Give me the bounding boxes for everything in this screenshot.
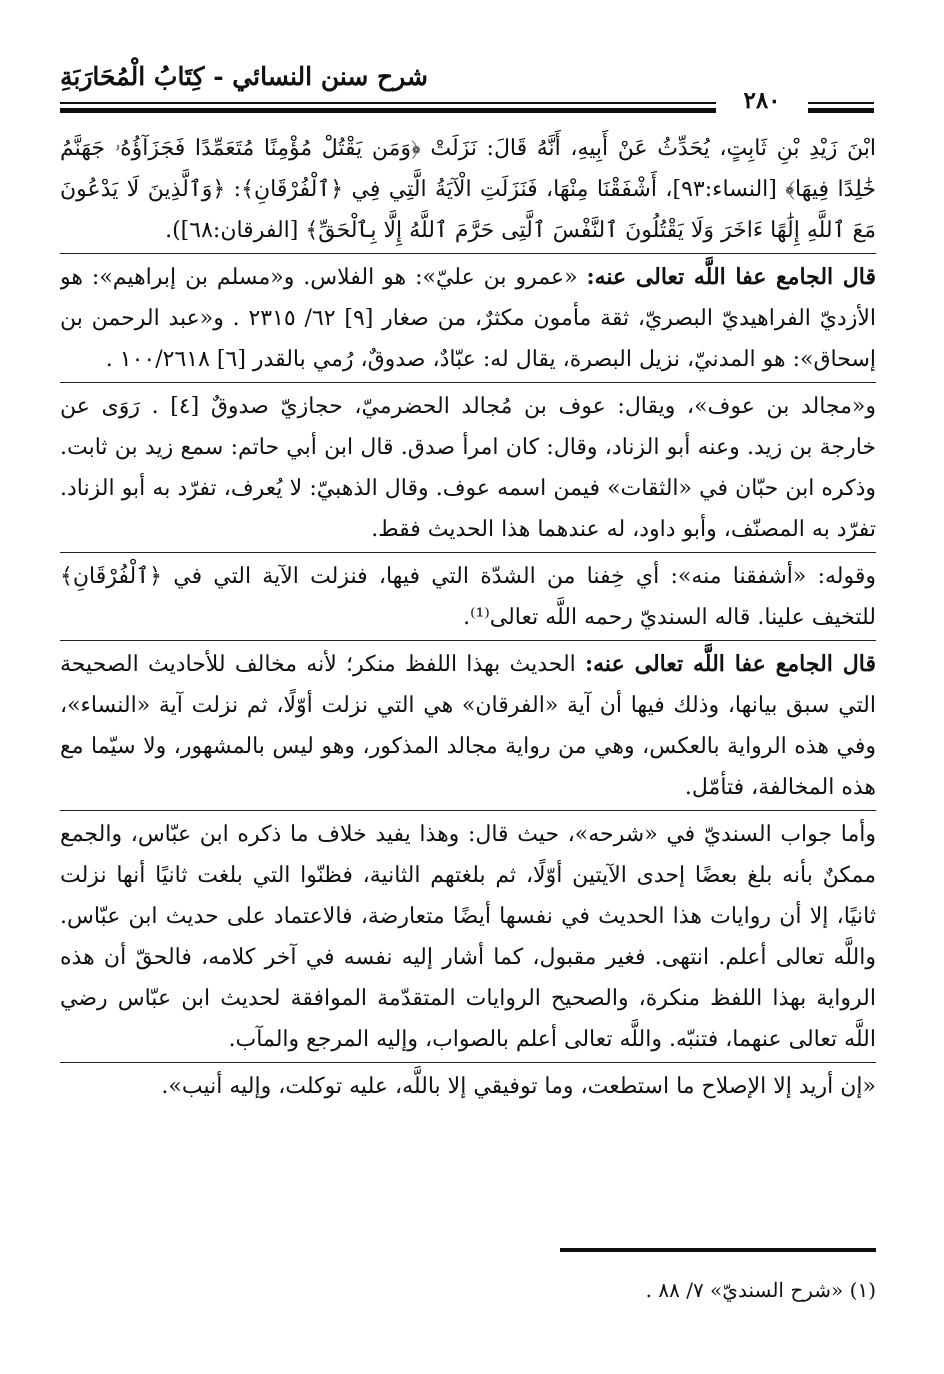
footnote: (١) «شرح السنديّ» ٧/ ٨٨ . — [645, 1278, 876, 1302]
paragraph-separator — [60, 810, 876, 811]
paragraph-text: الحديث بهذا اللفظ منكر؛ لأنه مخالف للأحاديث الصحيحة التي سبق بيانها، وذلك فيها أن آية «الفرقان» هي التي نزلت أوّلًا، ثم نزلت آية «النساء»، وفي هذه الرواية بالعكس، وهي من رواية مجالد المذكور، وهو ليس بالمشهور، ولا سيّما مع هذه المخالفة، فتأمّل. — [60, 652, 876, 800]
paragraph-explanation — [60, 556, 876, 638]
page-number: ٢٨٠ — [716, 88, 808, 114]
paragraph-ruling — [60, 644, 876, 808]
paragraph-text: وقوله: «أشفقنا منه»: أي خِفنا من الشدّة التي فيها، فنزلت الآية التي في ﴿ٱلْفُرْقَانِ﴾ للتخيف علينا. قاله السنديّ رحمه اللَّه تعالى⁽¹⁾. — [60, 564, 876, 630]
paragraph-lead: قال الجامع عفا اللَّه تعالى عنه: — [586, 264, 876, 290]
paragraph-mujalid — [60, 386, 876, 550]
paragraph-sindi-reply — [60, 814, 876, 1060]
paragraph-separator — [60, 640, 876, 641]
paragraph-text: «إن أريد إلا الإصلاح ما استطعت، وما توفيقي إلا باللَّه، عليه توكلت، وإليه أنيب». — [161, 1074, 876, 1099]
running-header-title: شرح سنن النسائي - كِتَابُ الْمُحَارَبَةِ — [60, 62, 428, 91]
paragraph-text: ابْنَ زَيْدِ بْنِ ثَابِتٍ، يُحَدِّثُ عَنْ أَبِيهِ، أَنَّهُ قَالَ: نَزَلَتْ ﴿وَمَن يَقْتُلْ مُؤْمِنًا مُتَعَمِّدًا فَجَزَآؤُهُۥ جَهَنَّمُ خَٰلِدًا فِيهَا﴾ [النساء:٩٣]، أَشْفَقْنَا مِنْهَا، فَنَزَلَتِ الْآيَةُ الَّتِي فِي ﴿ٱلْفُرْقَانِ﴾: ﴿وَٱلَّذِينَ لَا يَدْعُونَ مَعَ ٱللَّهِ إِلَٰهًا ءَاخَرَ وَلَا يَقْتُلُونَ ٱلنَّفْسَ ٱلَّتِى حَرَّمَ ٱللَّهُ إِلَّا بِٱلْحَقِّ﴾ [الفرقان:٦٨]). — [60, 136, 876, 243]
paragraph-text: وأما جواب السنديّ في «شرحه»، حيث قال: وهذا يفيد خلاف ما ذكره ابن عبّاس، والجمع ممكنٌ بأنه بلغ بعضًا إحدى الآيتين أوّلًا، ثم بلغتهم الثانية، فظنّوا التي بلغت ثانيًا أنها نزلت ثانيًا، إلا أن روايات هذا الحديث في نفسها أيضًا متعارضة، فالاعتماد على حديث ابن عبّاس. واللَّه تعالى أعلم. انتهى. فغير مقبول، كما أشار إليه نفسه في آخر كلامه، فالحقّ أن هذه الرواية بهذا اللفظ منكرة، والصحيح الروايات المتقدّمة الموافقة لحديث ابن عبّاس رضي اللَّه تعالى عنهما، فتنبّه. واللَّه تعالى أعلم بالصواب، وإليه المرجع والمآب. — [60, 822, 876, 1052]
paragraph-separator — [60, 552, 876, 553]
paragraph-separator — [60, 382, 876, 383]
paragraph-closing — [60, 1066, 876, 1107]
main-text — [60, 128, 876, 1208]
paragraph-narrators — [60, 257, 876, 380]
paragraph-lead: قال الجامع عفا اللَّه تعالى عنه: — [585, 651, 876, 677]
paragraph-separator — [60, 253, 876, 254]
paragraph-hadith — [60, 128, 876, 251]
footnote-rule — [560, 1248, 876, 1252]
paragraph-text: «عمرو بن عليّ»: هو الفلاس. و«مسلم بن إبراهيم»: هو الأزديّ الفراهيديّ البصريّ، ثقة مأمون مكثرٌ، من صغار [٩] ٦٢/ ٢٣١٥ . و«عبد الرحمن بن إسحاق»: هو المدنيّ، نزيل البصرة، يقال له: عبّادٌ، صدوقٌ، رُمي بالقدر [٦] ١٠٠/٢٦١٨ . — [60, 265, 876, 372]
paragraph-separator — [60, 1062, 876, 1063]
paragraph-text: و«مجالد بن عوف»، ويقال: عوف بن مُجالد الحضرميّ، حجازيّ صدوقٌ [٤] . رَوَى عن خارجة بن زيد. وعنه أبو الزناد، وقال: كان امرأ صدق. قال ابن أبي حاتم: سمع زيد بن ثابت. وذكره ابن حبّان في «الثقات» فيمن اسمه عوف. وقال الذهبيّ: لا يُعرف، تفرّد به أبو الزناد. تفرّد به المصنّف، وأبو داود، له عندهما هذا الحديث فقط. — [60, 394, 876, 542]
